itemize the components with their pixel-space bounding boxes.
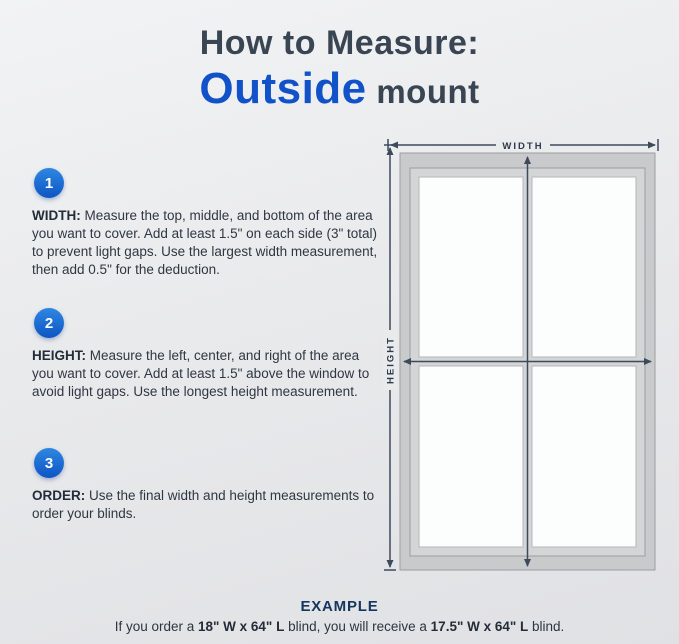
step-1-text bbox=[32, 207, 384, 279]
step-2-label: HEIGHT: bbox=[32, 348, 86, 363]
example-mid: blind, you will receive a bbox=[284, 619, 431, 634]
step-1-badge: 1 bbox=[34, 168, 64, 198]
title-mount: mount bbox=[366, 73, 480, 111]
step-1-label: WIDTH: bbox=[32, 208, 81, 223]
example-section bbox=[0, 598, 679, 634]
step-3-label: ORDER: bbox=[32, 488, 86, 503]
step-3-badge: 3 bbox=[34, 448, 64, 478]
example-heading: EXAMPLE bbox=[300, 598, 379, 615]
example-size-ordered: 18" W x 64" L bbox=[198, 619, 285, 634]
step-3-text bbox=[32, 487, 384, 523]
step-3 bbox=[32, 448, 384, 523]
step-1-body: Measure the top, middle, and bottom of the area you want to cover. Add at least 1.5" on each side (3" total) to prevent light gaps. Use the largest width measurement, then add 0.5" for the deduction. bbox=[32, 208, 378, 277]
example-text bbox=[0, 619, 679, 634]
width-label: WIDTH bbox=[502, 141, 544, 152]
step-2-body: Measure the left, center, and right of the area you want to cover. Add at least 1.5" above the window to avoid light gaps. Use the longest height measurement. bbox=[32, 348, 370, 399]
window-pane-bottom-left bbox=[419, 366, 523, 547]
step-1 bbox=[32, 168, 384, 279]
height-label: HEIGHT bbox=[385, 336, 397, 384]
page-title bbox=[0, 24, 679, 113]
title-accent-outside: Outside bbox=[199, 64, 367, 114]
step-2-text bbox=[32, 347, 384, 401]
step-2-badge: 2 bbox=[34, 308, 64, 338]
example-size-received: 17.5" W x 64" L bbox=[430, 619, 529, 634]
window-pane-top-right bbox=[532, 177, 636, 357]
title-line1: How to Measure: bbox=[199, 24, 480, 62]
example-prefix: If you order a bbox=[114, 619, 198, 634]
title-line2 bbox=[0, 64, 679, 113]
example-suffix: blind. bbox=[528, 619, 565, 634]
window-pane-top-left bbox=[419, 177, 523, 357]
step-2 bbox=[32, 308, 384, 401]
step-3-body: Use the final width and height measurements to order your blinds. bbox=[32, 488, 375, 521]
window-diagram bbox=[374, 130, 670, 582]
window-pane-bottom-right bbox=[532, 366, 636, 547]
